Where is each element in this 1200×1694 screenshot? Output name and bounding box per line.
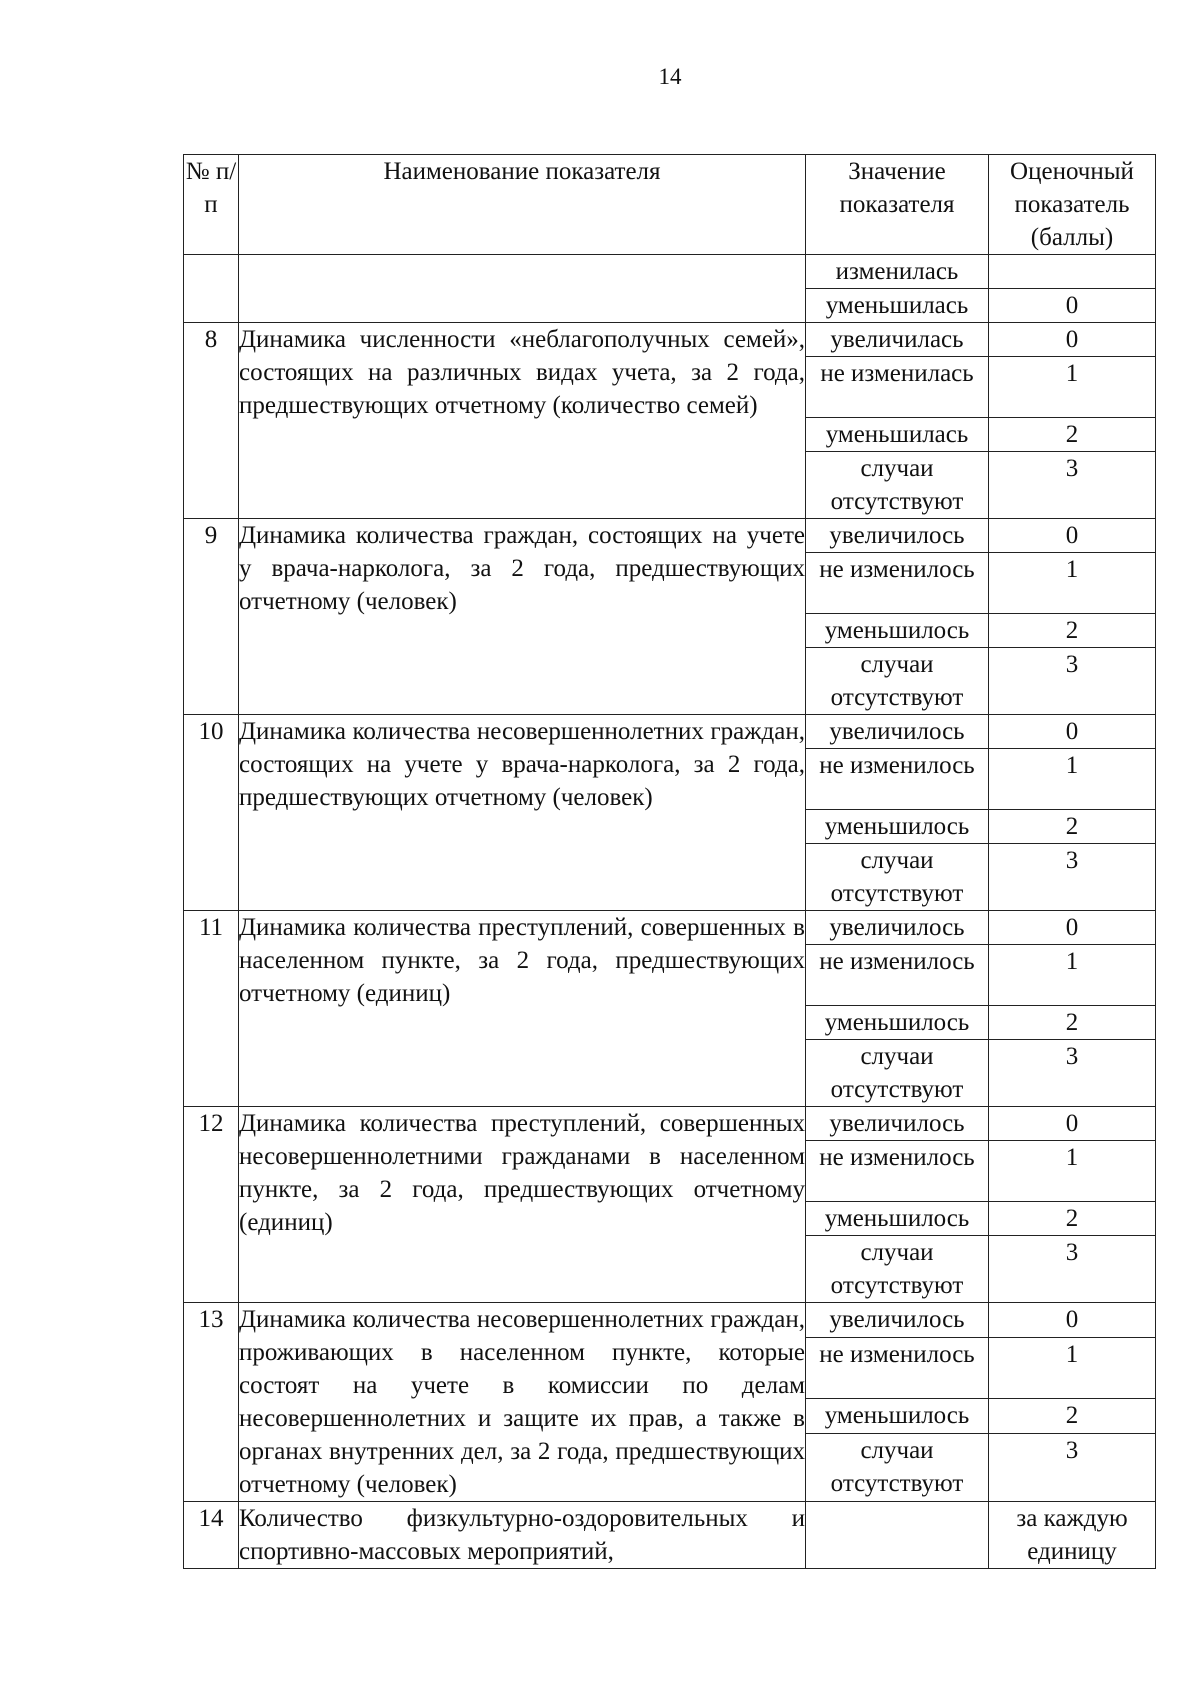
indicator-score: 0 xyxy=(989,1303,1156,1338)
indicator-value: случаи отсутствуют xyxy=(806,844,989,911)
indicator-score: 3 xyxy=(989,1433,1156,1501)
indicator-number: 8 xyxy=(184,323,239,519)
indicator-value: уменьшилось xyxy=(806,1006,989,1040)
carry-over-score xyxy=(989,255,1156,289)
indicator-number: 11 xyxy=(184,911,239,1107)
header-score: Оценочный показатель (баллы) xyxy=(989,155,1156,255)
indicator-value: случаи отсутствуют xyxy=(806,1040,989,1107)
indicator-row xyxy=(184,1303,1156,1338)
indicator-value: уменьшилось xyxy=(806,810,989,844)
indicator-value: увеличилась xyxy=(806,323,989,357)
indicator-score: 3 xyxy=(989,1236,1156,1303)
indicator-score: 1 xyxy=(989,749,1156,810)
indicator-score: 0 xyxy=(989,911,1156,945)
indicator-row xyxy=(184,323,1156,357)
indicator-number: 10 xyxy=(184,715,239,911)
indicator-row xyxy=(184,715,1156,749)
indicator-value: увеличилось xyxy=(806,911,989,945)
indicator-score: 3 xyxy=(989,648,1156,715)
indicator-score: 0 xyxy=(989,519,1156,553)
header-value: Значение показателя xyxy=(806,155,989,255)
indicator-score: 2 xyxy=(989,1006,1156,1040)
indicator-value: случаи отсутствуют xyxy=(806,1433,989,1501)
indicator-score: 1 xyxy=(989,945,1156,1006)
indicator-score: 3 xyxy=(989,844,1156,911)
indicator-score: 2 xyxy=(989,1399,1156,1434)
indicator-score: за каждую единицу xyxy=(989,1502,1156,1569)
indicator-name: Динамика количества несовершеннолетних граждан, состоящих на учете у врача-нарколога, за 2 года, предшествующих отчетному (человек) xyxy=(239,715,806,911)
indicator-score: 1 xyxy=(989,357,1156,418)
indicator-score: 2 xyxy=(989,614,1156,648)
indicator-value: увеличилось xyxy=(806,519,989,553)
indicator-score: 3 xyxy=(989,452,1156,519)
carry-over-score: 0 xyxy=(989,289,1156,323)
indicators-table xyxy=(183,154,1156,1569)
indicator-value: случаи отсутствуют xyxy=(806,452,989,519)
carry-over-row xyxy=(184,255,1156,289)
indicator-value: уменьшилось xyxy=(806,1202,989,1236)
indicator-value: увеличилось xyxy=(806,1303,989,1338)
indicator-name: Динамика количества граждан, состоящих на учете у врача-нарколога, за 2 года, предшествующих отчетному (человек) xyxy=(239,519,806,715)
indicator-value: уменьшилось xyxy=(806,614,989,648)
header-num: № п/п xyxy=(184,155,239,255)
indicator-value: не изменилось xyxy=(806,749,989,810)
indicator-value: не изменилась xyxy=(806,357,989,418)
indicator-value: случаи отсутствуют xyxy=(806,1236,989,1303)
indicator-score: 0 xyxy=(989,323,1156,357)
indicator-score: 1 xyxy=(989,1141,1156,1202)
indicator-number: 9 xyxy=(184,519,239,715)
indicator-name: Динамика количества преступлений, совершенных в населенном пункте, за 2 года, предшествующих отчетному (единиц) xyxy=(239,911,806,1107)
header-name: Наименование показателя xyxy=(239,155,806,255)
indicator-value: увеличилось xyxy=(806,1107,989,1141)
indicator-value: не изменилось xyxy=(806,945,989,1006)
indicator-row xyxy=(184,519,1156,553)
carry-over-value: изменилась xyxy=(806,255,989,289)
indicator-score: 2 xyxy=(989,1202,1156,1236)
indicator-value: не изменилось xyxy=(806,1141,989,1202)
indicator-score: 0 xyxy=(989,1107,1156,1141)
indicator-value: случаи отсутствуют xyxy=(806,648,989,715)
carry-over-num xyxy=(184,255,239,323)
indicator-value: уменьшилась xyxy=(806,418,989,452)
indicator-value: не изменилось xyxy=(806,553,989,614)
indicator-number: 13 xyxy=(184,1303,239,1502)
indicator-name: Динамика количества несовершеннолетних граждан, проживающих в населенном пункте, которые состоят на учете в комиссии по делам несовершеннолетних и защите их прав, а также в органах внутренних дел, за 2 года, предшествующих отчетному (человек) xyxy=(239,1303,806,1502)
indicator-value xyxy=(806,1502,989,1569)
indicator-number: 14 xyxy=(184,1502,239,1569)
indicator-score: 1 xyxy=(989,1337,1156,1399)
indicator-value: не изменилось xyxy=(806,1337,989,1399)
page-number: 14 xyxy=(658,64,682,89)
indicator-name: Динамика численности «неблагополучных семей», состоящих на различных видах учета, за 2 года, предшествующих отчетному (количество семей) xyxy=(239,323,806,519)
indicator-row xyxy=(184,1107,1156,1141)
carry-over-value: уменьшилась xyxy=(806,289,989,323)
indicator-score: 1 xyxy=(989,553,1156,614)
carry-over-name xyxy=(239,255,806,323)
indicator-value: уменьшилось xyxy=(806,1399,989,1434)
indicator-row xyxy=(184,1502,1156,1569)
indicator-score: 3 xyxy=(989,1040,1156,1107)
indicator-score: 0 xyxy=(989,715,1156,749)
indicator-number: 12 xyxy=(184,1107,239,1303)
indicator-score: 2 xyxy=(989,418,1156,452)
indicator-row xyxy=(184,911,1156,945)
indicator-name: Количество физкультурно-оздоровительных и спортивно-массовых мероприятий, xyxy=(239,1502,806,1569)
indicator-name: Динамика количества преступлений, совершенных несовершеннолетними гражданами в населенном пункте, за 2 года, предшествующих отчетному (единиц) xyxy=(239,1107,806,1303)
indicator-score: 2 xyxy=(989,810,1156,844)
header-row xyxy=(184,155,1156,255)
indicator-value: увеличилось xyxy=(806,715,989,749)
